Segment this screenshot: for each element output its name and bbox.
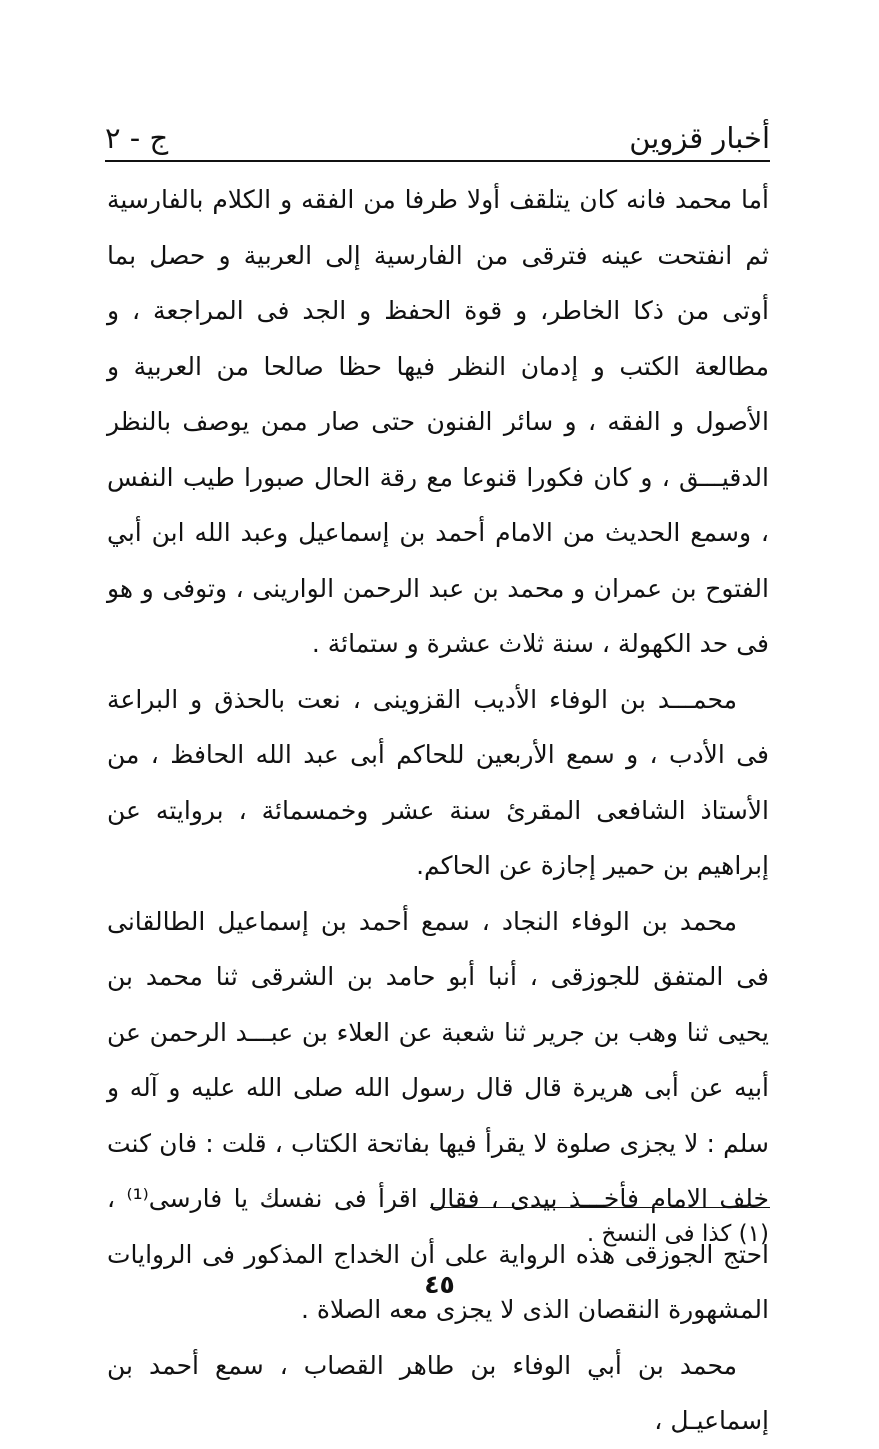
page-header	[105, 118, 770, 162]
paragraph-muhammad-ibn-al-wafa-najjad: محمد بن الوفاء النجاد ، سمع أحمد بن إسماعيل الطالقانى فى المتفق للجوزقى ، أنبا أبو حامد بن الشرقى ثنا محمد بن يحيى ثنا وهب بن جرير ثنا شعبة عن العلاء بن عبـــد الرحمن عن أبيه عن أبى هريرة قال قال رسول الله صلى الله عليه و آله و سلم : لا يجزى صلوة لا يقرأ فيها بفاتحة الكتاب ، قلت : فان كنت خلف الامام فأخـــذ بيدى ، فقال اقرأ فى نفسك يا فارسى⁽¹⁾ ، احتج الجوزقى هذه الرواية على أن الخداج المذكور فى الروايات المشهورة النقصان الذى لا يجزى معه الصلاة .	[107, 906, 769, 1324]
paragraph-muhammad-ibn-abi-al-wafa: محمد بن أبي الوفاء بن طاهر القصاب ، سمع أحمد بن إسماعيـل ،	[107, 1350, 769, 1435]
paragraph-muhammad-ibn-al-wafa-adib: محمـــد بن الوفاء الأديب القزوينى ، نعت بالحذق و البراعة فى الأدب ، و سمع الأربعين للحاكم أبى عبد الله الحافظ ، من الأستاذ الشافعى المقرئ سنة عشر وخمسمائة ، بروايته عن إبراهيم بن حمير إجازة عن الحاكم.	[107, 684, 769, 880]
page-number: ٤٥	[424, 1270, 455, 1299]
footnote-rule	[430, 1207, 770, 1208]
header-rule	[105, 160, 770, 162]
running-title: أخبار قزوين	[629, 121, 770, 155]
footnote: (١) كذا فى النسخ .	[586, 1221, 769, 1247]
volume-number: ج - ٢	[105, 121, 169, 155]
body-text	[107, 172, 769, 1449]
paragraph-muhammad: أما محمد فانه كان يتلقف أولا طرفا من الفقه و الكلام بالفارسية ثم انفتحت عينه فترقى من الفارسية إلى العربية و حصل بما أوتى من ذكا الخاطر، و قوة الحفظ و الجد فى المراجعة ، و مطالعة الكتب و إدمان النظر فيها حظا صالحا من العربية و الأصول و الفقه ، و سائر الفنون حتى صار ممن يوصف بالنظر الدقيـــق ، و كان فكورا قنوعا مع رقة الحال صبورا طيب النفس ، وسمع الحديث من الامام أحمد بن إسماعيل وعبد الله ابن أبي الفتوح بن عمران و محمد بن عبد الرحمن الوارينى ، وتوفى و هو فى حد الكهولة ، سنة ثلاث عشرة و ستمائة .	[107, 185, 769, 658]
